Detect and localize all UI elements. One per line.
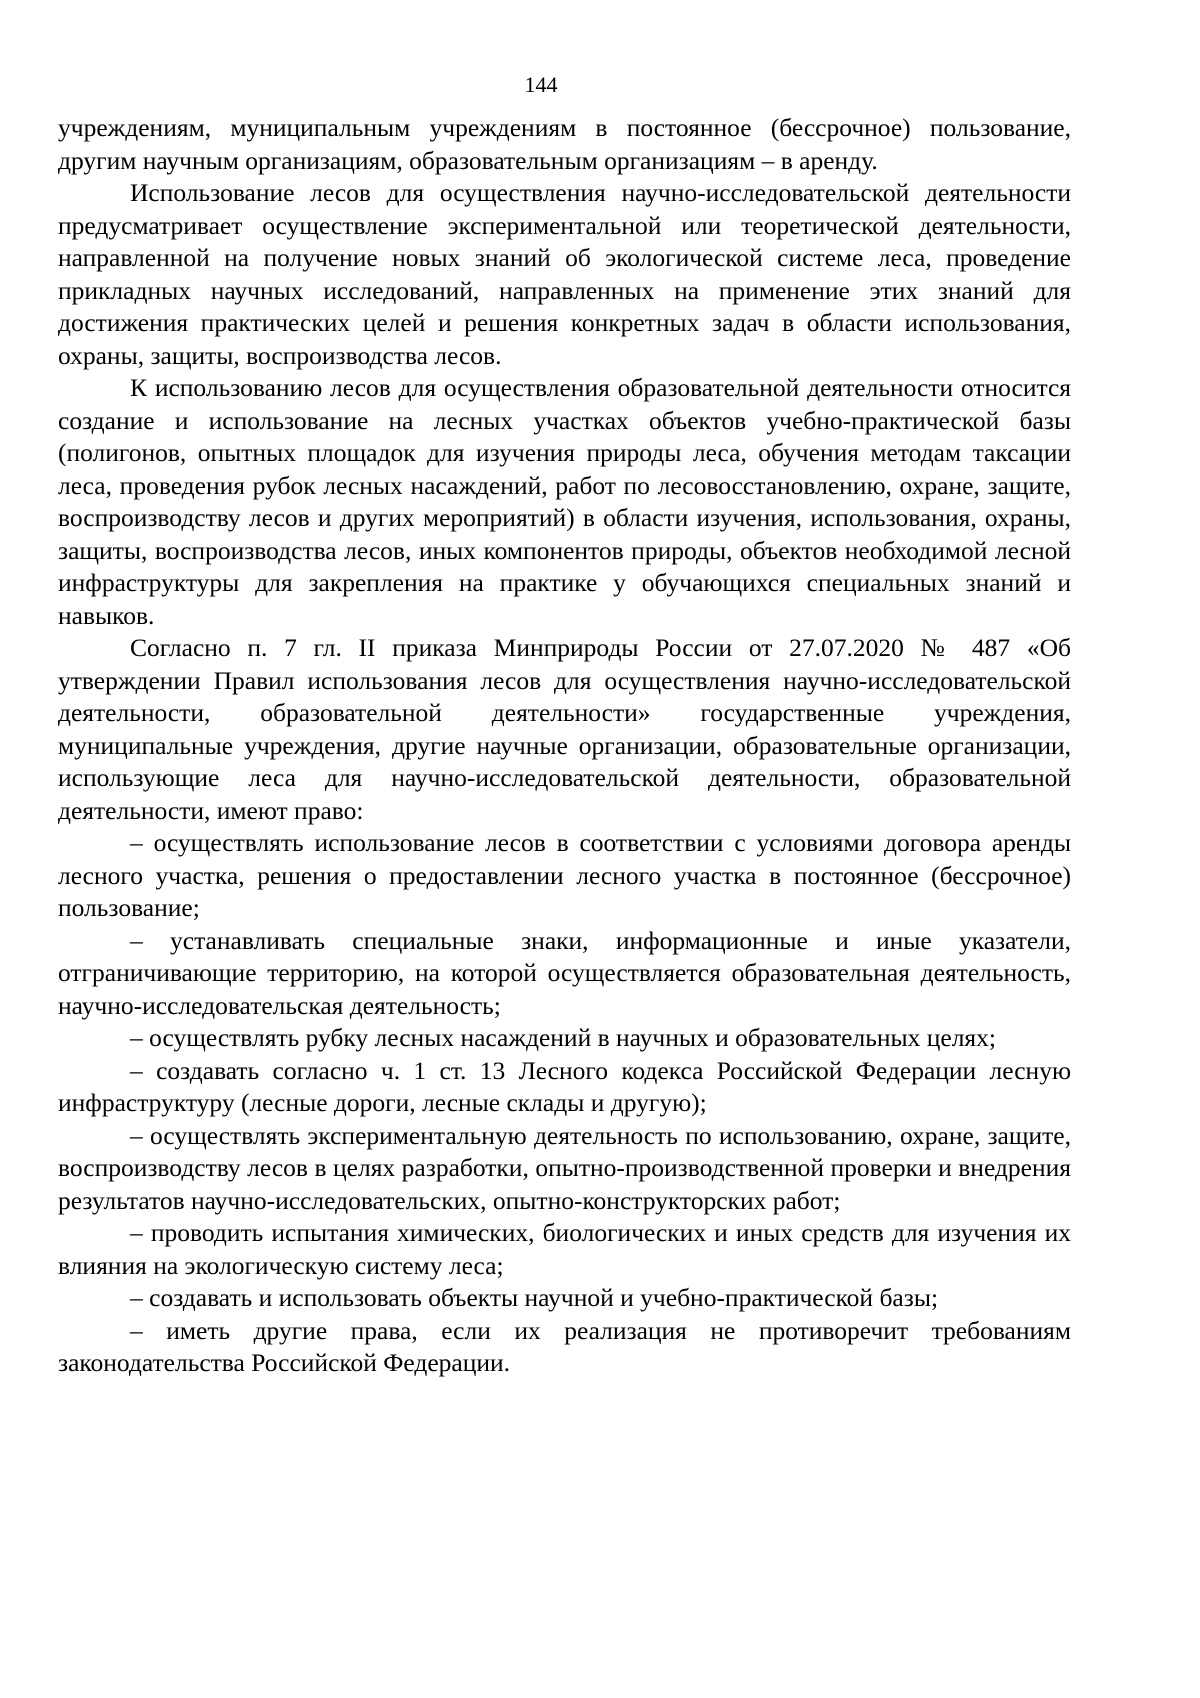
- list-item: – проводить испытания химических, биологических и иных средств для изучения их влияния на экологическую систему леса;: [58, 1218, 1071, 1280]
- paragraph-order-rights: Согласно п. 7 гл. II приказа Минприроды России от 27.07.2020 № 487 «Об утверждении Правил использования лесов для осуществления научно-исследовательской деятельности, образовательной деятельности» государственные учреждения, муниципальные учреждения, другие научные организации, образовательные организации, использующие леса для научно-исследовательской деятельности, образовательной деятельности, имеют право:: [58, 633, 1071, 825]
- paragraph-continuation: учреждениям, муниципальным учреждениям в постоянное (бессрочное) пользование, другим научным организациям, образовательным организациям – в аренду.: [58, 113, 1071, 175]
- paragraph-research-use: Использование лесов для осуществления научно-исследовательской деятельности предусматривает осуществление экспериментальной или теоретической деятельности, направленной на получение новых знаний об экологической системе леса, проведение прикладных научных исследований, направленных на применение этих знаний для достижения практических целей и решения конкретных задач в области использования, охраны, защиты, воспроизводства лесов.: [58, 178, 1071, 370]
- paragraph-educational-use: К использованию лесов для осуществления образовательной деятельности относится создание и использование на лесных участках объектов учебно-практической базы (полигонов, опытных площадок для изучения природы леса, обучения методам таксации леса, проведения рубок лесных насаждений, работ по лесовосстановлению, охране, защите, воспроизводству лесов и других мероприятий) в области изучения, использования, охраны, защиты, воспроизводства лесов, иных компонентов природы, объектов необходимой лесной инфраструктуры для закрепления на практике у обучающихся специальных знаний и навыков.: [58, 373, 1071, 630]
- list-item: – осуществлять использование лесов в соответствии с условиями договора аренды лесного участка, решения о предоставлении лесного участка в постоянное (бессрочное) пользование;: [58, 828, 1071, 922]
- list-item: – осуществлять рубку лесных насаждений в научных и образовательных целях;: [130, 1023, 996, 1052]
- list-item: – устанавливать специальные знаки, информационные и иные указатели, отграничивающие территорию, на которой осуществляется образовательная деятельность, научно-исследовательская деятельность;: [58, 925, 1071, 1020]
- document-body: [58, 112, 1071, 1380]
- list-item: – иметь другие права, если их реализация не противоречит требованиям законодательства Российской Федерации.: [58, 1315, 1071, 1377]
- list-item: – осуществлять экспериментальную деятельность по использованию, охране, защите, воспроизводству лесов в целях разработки, опытно-производственной проверки и внедрения результатов научно-исследовательских, опытно-конструкторских работ;: [58, 1120, 1071, 1215]
- list-item: – создавать согласно ч. 1 ст. 13 Лесного кодекса Российской Федерации лесную инфраструктуру (лесные дороги, лесные склады и другую);: [58, 1055, 1071, 1117]
- list-item: – создавать и использовать объекты научной и учебно-практической базы;: [130, 1283, 939, 1312]
- page-number: 144: [524, 72, 558, 97]
